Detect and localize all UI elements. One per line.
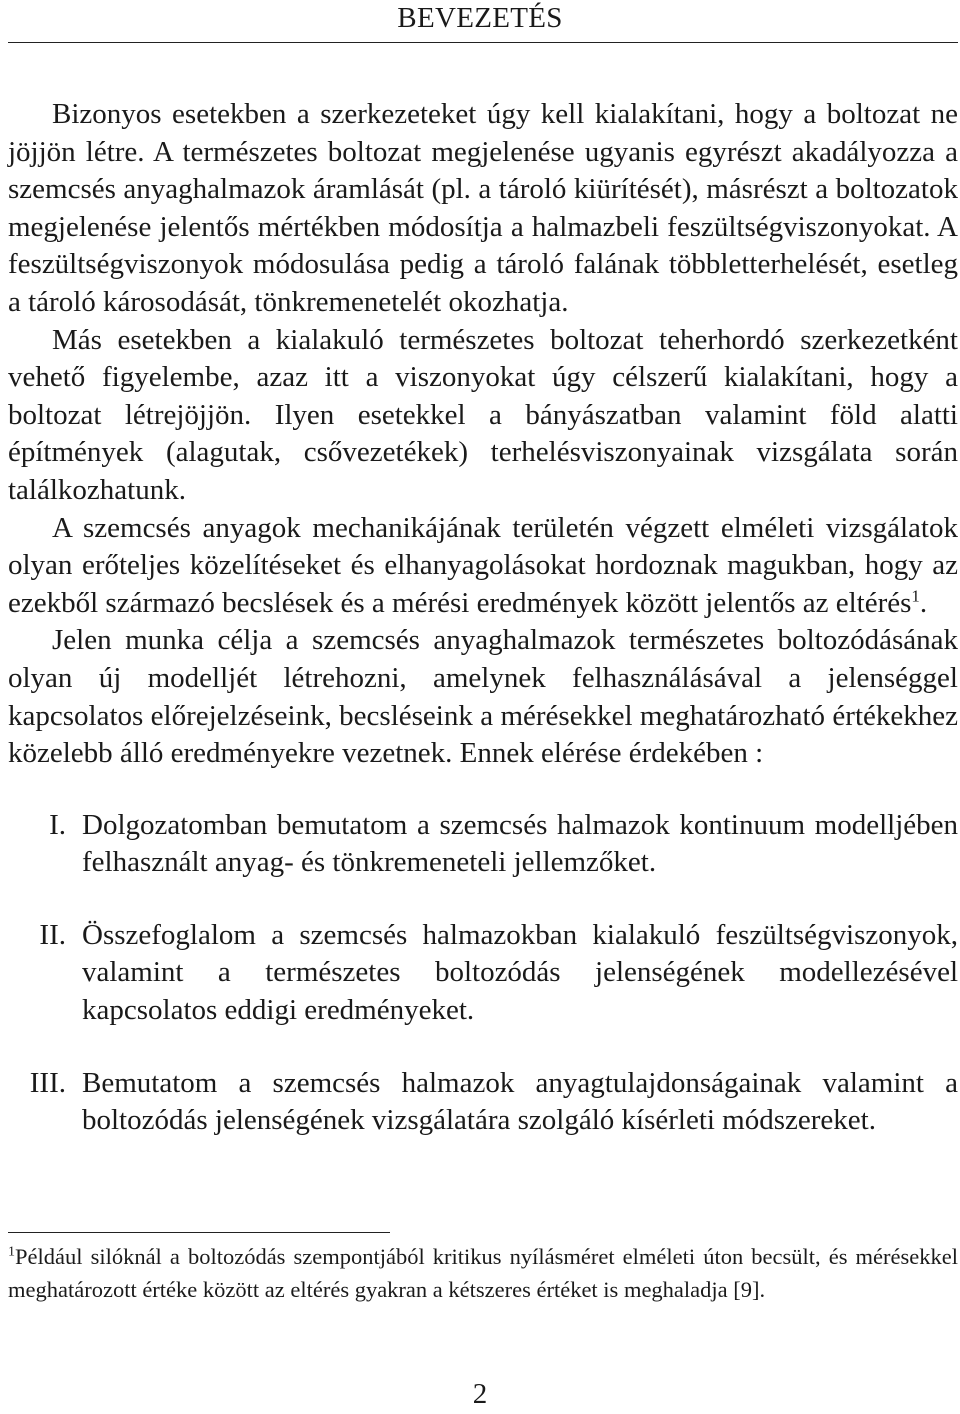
paragraph-1: Bizonyos esetekben a szerkezeteket úgy kell kialakítani, hogy a boltozat ne jöjjön létre. A természetes boltozat megjelenése ugyanis egyrészt akadályozza a szemcsés anyaghalmazok áramlását (pl. a tároló kiürítését), másrészt a boltozatok megjelenése jelentős mértékben módosítja a halmazbeli feszültségviszonyokat. A feszültségviszonyok módosulása pedig a tároló falának többletterhelését, esetleg a tároló károsodását, tönkremenetelét okozhatja.	[8, 98, 958, 318]
list-item	[8, 917, 958, 1030]
paragraph-3-end: .	[919, 586, 928, 619]
list-item-text: Bemutatom a szemcsés halmazok anyagtulajdonságainak valamint a boltozódás jelenségének vizsgálatára szolgáló kísérleti módszereket.	[82, 1066, 958, 1137]
list-item-text: Összefoglalom a szemcsés halmazokban kialakuló feszültségviszonyok, valamint a természetes boltozódás jelenségének modellezésével kapcsolatos eddigi eredményeket.	[82, 918, 958, 1027]
goals-list	[8, 807, 958, 1140]
footnote	[8, 1240, 958, 1306]
list-item-number: III.	[29, 1066, 66, 1099]
list-item-number: I.	[49, 808, 66, 841]
body-text	[8, 96, 958, 1140]
footnote-mark: 1	[8, 1244, 15, 1260]
paragraph-3	[8, 510, 958, 623]
list-item-number: II.	[39, 918, 66, 951]
page-number: 2	[472, 1378, 488, 1410]
paragraph-3-text: A szemcsés anyagok mechanikájának területén végzett elméleti vizsgálatok olyan erőteljes közelítéseket és elhanyagolásokat hordoznak magukban, hogy az ezekből származó becslések és a mérési eredmények között jelentős az eltérés	[8, 511, 958, 619]
paragraph-4: Jelen munka célja a szemcsés anyaghalmazok természetes boltozódásának olyan új modelljét létrehozni, amelynek felhasználásával a jelenséggel kapcsolatos előrejelzéseink, becsléseink a mérésekkel meghatározható értékekhez közelebb álló eredményekre vezetnek. Ennek elérése érdekében :	[8, 624, 958, 770]
running-head-title: BEVEZETÉS	[397, 2, 563, 34]
list-item	[8, 807, 958, 882]
list-item-text: Dolgozatomban bemutatom a szemcsés halmazok kontinuum modelljében felhasznált anyag- és tönkremeneteli jellemzőket.	[82, 808, 958, 879]
header-rule	[8, 42, 958, 43]
list-item	[8, 1065, 958, 1140]
footnote-rule	[8, 1232, 390, 1233]
footnote-reference[interactable]: 1	[911, 586, 920, 606]
paragraph-2: Más esetekben a kialakuló természetes boltozat teherhordó szerkezetként vehető figyelembe, azaz itt a viszonyokat úgy célszerű kialakítani, hogy a boltozat létrejöjjön. Ilyen esetekkel a bányászatban valamint föld alatti építmények (alagutak, csővezetékek) terhelésviszonyainak vizsgálata során találkozhatunk.	[8, 323, 958, 506]
footnote-text: Például silóknál a boltozódás szempontjából kritikus nyílásméret elméleti úton becsült, és mérésekkel meghatározott értéke között az eltérés gyakran a kétszeres értéket is meghaladja [9].	[8, 1244, 958, 1302]
